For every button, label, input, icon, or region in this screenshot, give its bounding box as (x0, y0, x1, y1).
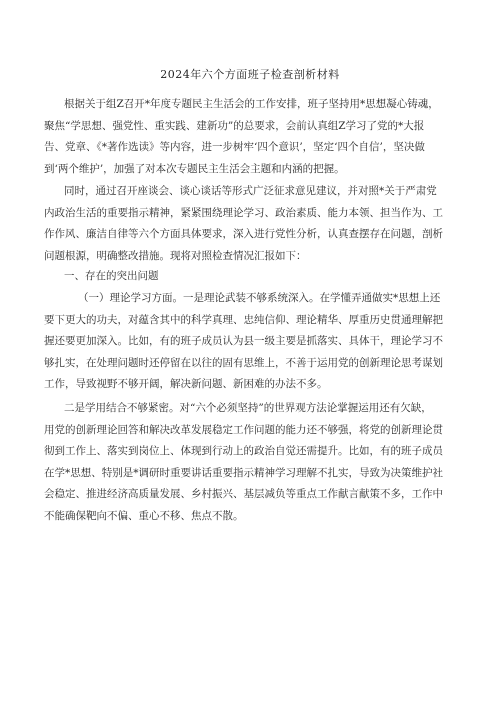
paragraph-line: 聚焦“学思想、强党性、重实践、建新功”的总要求，会前认真组Z学习了党的*大报 (44, 119, 425, 132)
paragraph-line: 彻到工作上、落实到岗位上、体现到行动上的政治自觉还需提升。比如，有的班子成员 (44, 445, 443, 458)
paragraph-method (44, 181, 460, 267)
paragraph-line: 同时，通过召开座谈会、谈心谈话等形式广泛征求意见建议，并对照*关于严肃党 (64, 185, 437, 197)
paragraph-line: 根据关于组Z召开*年度专题民主生活会的工作安排，班子坚持用*思想凝心铸魂， (64, 98, 439, 110)
paragraph-intro (44, 94, 460, 180)
paragraph-line: 会稳定、推进经济高质量发展、乡村振兴、基层减负等重点工作献言献策不多，工作中 (44, 488, 443, 501)
document-title: 2024年六个方面班子检查剖析材料 (160, 68, 340, 81)
paragraph-study-application (44, 398, 460, 528)
paragraph-line: 用党的创新理论回答和解决改革发展稳定工作问题的能力还不够强，将党的创新理论贯 (44, 423, 443, 436)
paragraph-line: 要下更大的功夫，对蕴含其中的科学真理、忠纯信仰、理论精华、厚重历史贯通理解把 (44, 313, 443, 326)
paragraph-line: 二是学用结合不够紧密。对“六个必须坚持”的世界观方法论掌握运用还有欠缺， (64, 402, 432, 414)
paragraph-line: 内政治生活的重要指示精神，紧紧围绕理论学习、政治素质、能力本领、担当作为、工 (44, 206, 443, 219)
section-heading: 一、存在的突出问题 (64, 270, 159, 282)
paragraph-line: 到‘两个维护’，加强了对本次专题民主生活会主题和内涵的把握。 (44, 162, 345, 175)
paragraph-line: 够扎实，在处理问题时还停留在以往的固有思维上，不善于运用党的创新理论思考谋划 (44, 356, 443, 369)
paragraph-line: 工作，导致视野不够开阔，解决新问题、新困难的办法不多。 (44, 378, 328, 391)
paragraph-line: 告、党章、《*著作选读》等内容，进一步树牢‘四个意识’，坚定‘四个自信’，坚决做 (44, 141, 425, 154)
paragraph-line: 握还要更加深入。比如，有的班子成员认为县一级主要是抓落实、具体干，理论学习不 (44, 335, 443, 348)
paragraph-line: 作作风、廉洁自律等六个方面具体要求，深入进行党性分析，认真查摆存在问题，剖析 (44, 228, 443, 241)
paragraph-line: （一）理论学习方面。一是理论武装不够系统深入。在学懂弄通做实*思想上还 (78, 292, 441, 304)
paragraph-line: 在学*思想、特别是*调研时重要讲话重要指示精神学习理解不扎实，导致为决策维护社 (44, 466, 443, 479)
paragraph-line: 问题根源，明确整改措施。现将对照检查情况汇报如下： (44, 249, 307, 262)
paragraph-theory-study (44, 288, 460, 396)
paragraph-line: 不能确保靶向不偏、重心不移、焦点不散。 (44, 509, 244, 522)
